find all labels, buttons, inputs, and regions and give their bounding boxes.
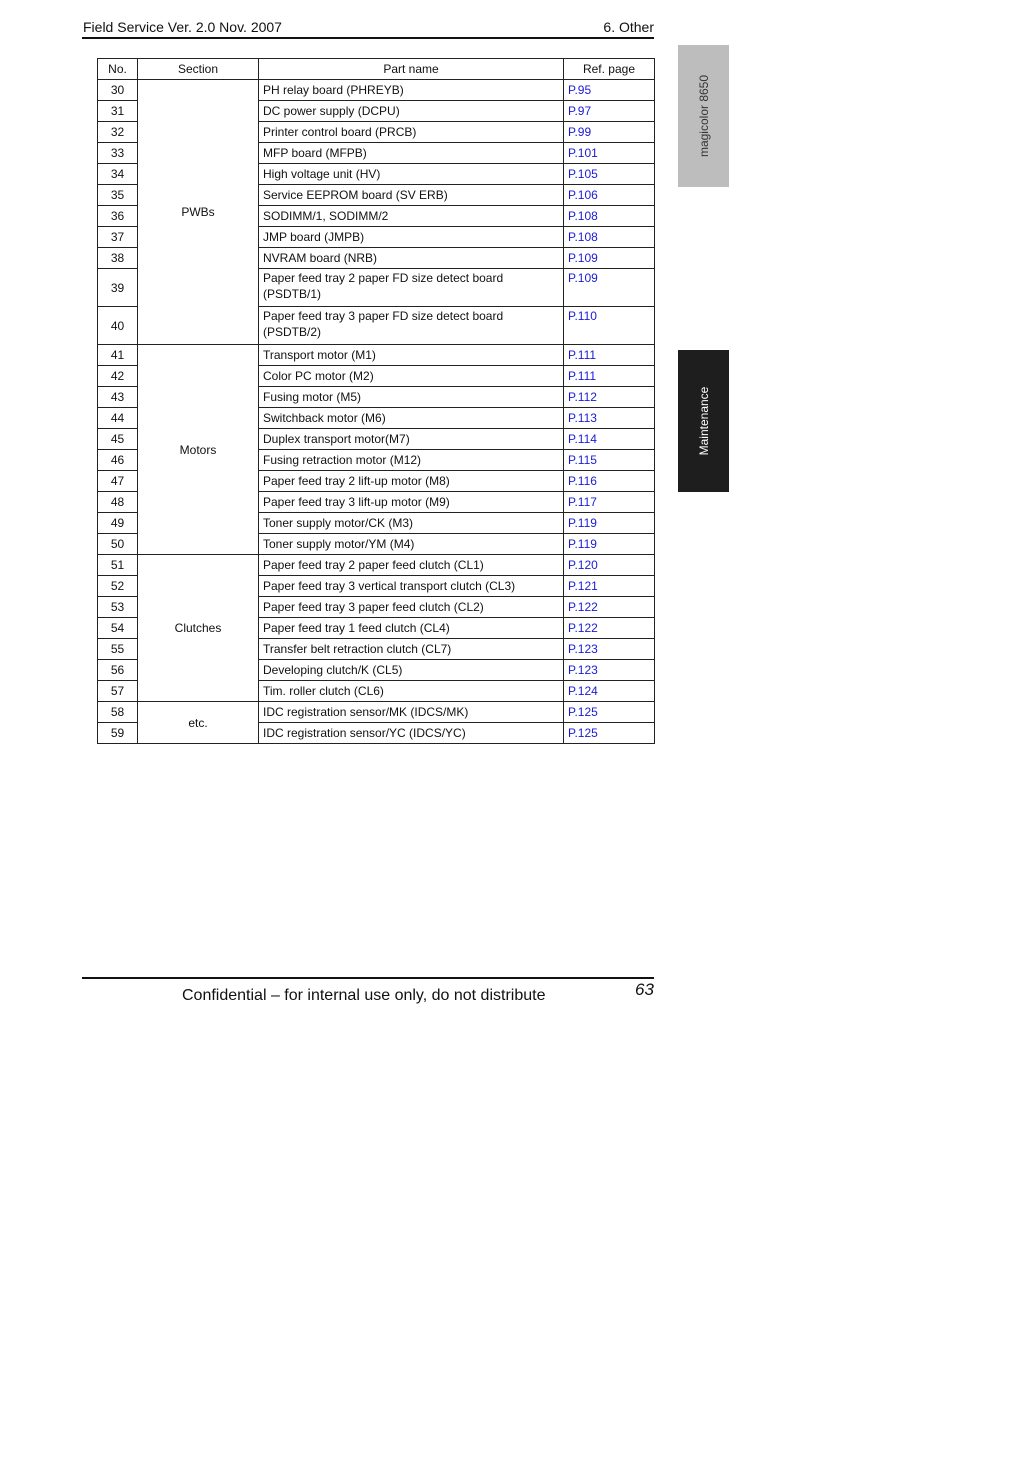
cell-no: 52	[98, 576, 138, 597]
cell-part-name: PH relay board (PHREYB)	[259, 80, 564, 101]
table-row	[98, 345, 655, 366]
cell-no: 35	[98, 185, 138, 206]
cell-no: 42	[98, 366, 138, 387]
cell-ref-page-link[interactable]: P.108	[564, 227, 655, 248]
col-header-ref-page: Ref. page	[564, 59, 655, 80]
cell-ref-page-link[interactable]: P.116	[564, 471, 655, 492]
cell-ref-page-link[interactable]: P.114	[564, 429, 655, 450]
cell-ref-page-link[interactable]: P.122	[564, 618, 655, 639]
cell-ref-page-link[interactable]: P.119	[564, 534, 655, 555]
cell-no: 46	[98, 450, 138, 471]
cell-ref-page-link[interactable]: P.120	[564, 555, 655, 576]
cell-no: 51	[98, 555, 138, 576]
cell-section: Clutches	[138, 555, 259, 702]
cell-part-name: Paper feed tray 2 lift-up motor (M8)	[259, 471, 564, 492]
cell-ref-page-link[interactable]: P.99	[564, 122, 655, 143]
cell-ref-page-link[interactable]: P.125	[564, 702, 655, 723]
cell-no: 36	[98, 206, 138, 227]
cell-no: 31	[98, 101, 138, 122]
cell-part-name: Toner supply motor/YM (M4)	[259, 534, 564, 555]
cell-ref-page-link[interactable]: P.108	[564, 206, 655, 227]
cell-part-name: Color PC motor (M2)	[259, 366, 564, 387]
cell-ref-page-link[interactable]: P.123	[564, 660, 655, 681]
cell-part-name: Printer control board (PRCB)	[259, 122, 564, 143]
cell-no: 32	[98, 122, 138, 143]
cell-part-name: Paper feed tray 3 paper FD size detect board (PSDTB/2)	[259, 307, 564, 345]
cell-part-name: High voltage unit (HV)	[259, 164, 564, 185]
cell-ref-page-link[interactable]: P.121	[564, 576, 655, 597]
cell-no: 34	[98, 164, 138, 185]
cell-part-name: Transport motor (M1)	[259, 345, 564, 366]
cell-no: 41	[98, 345, 138, 366]
cell-no: 37	[98, 227, 138, 248]
cell-part-name: Duplex transport motor(M7)	[259, 429, 564, 450]
cell-no: 30	[98, 80, 138, 101]
cell-part-name: Paper feed tray 2 paper FD size detect board (PSDTB/1)	[259, 269, 564, 307]
col-header-no: No.	[98, 59, 138, 80]
cell-part-name: Developing clutch/K (CL5)	[259, 660, 564, 681]
cell-part-name: Paper feed tray 3 vertical transport clutch (CL3)	[259, 576, 564, 597]
cell-no: 39	[98, 269, 138, 307]
cell-section: Motors	[138, 345, 259, 555]
cell-no: 47	[98, 471, 138, 492]
col-header-part-name: Part name	[259, 59, 564, 80]
cell-part-name: Tim. roller clutch (CL6)	[259, 681, 564, 702]
header-left: Field Service Ver. 2.0 Nov. 2007	[83, 19, 282, 35]
side-tab-model-label: magicolor 8650	[696, 74, 711, 158]
cell-ref-page-link[interactable]: P.109	[564, 269, 655, 307]
table-row	[98, 80, 655, 101]
cell-part-name: NVRAM board (NRB)	[259, 248, 564, 269]
cell-part-name: Toner supply motor/CK (M3)	[259, 513, 564, 534]
cell-part-name: IDC registration sensor/MK (IDCS/MK)	[259, 702, 564, 723]
footer-rule	[82, 977, 654, 979]
cell-ref-page-link[interactable]: P.117	[564, 492, 655, 513]
cell-part-name: Paper feed tray 3 paper feed clutch (CL2)	[259, 597, 564, 618]
cell-ref-page-link[interactable]: P.110	[564, 307, 655, 345]
cell-no: 54	[98, 618, 138, 639]
page-number: 63	[635, 980, 654, 999]
cell-ref-page-link[interactable]: P.115	[564, 450, 655, 471]
header-right: 6. Other	[603, 19, 654, 35]
table-row	[98, 702, 655, 723]
cell-no: 49	[98, 513, 138, 534]
cell-part-name: Paper feed tray 2 paper feed clutch (CL1)	[259, 555, 564, 576]
cell-no: 43	[98, 387, 138, 408]
cell-part-name: DC power supply (DCPU)	[259, 101, 564, 122]
cell-no: 58	[98, 702, 138, 723]
cell-ref-page-link[interactable]: P.111	[564, 345, 655, 366]
side-tab-chapter-label: Maintenance	[696, 386, 711, 456]
cell-no: 55	[98, 639, 138, 660]
cell-ref-page-link[interactable]: P.125	[564, 723, 655, 744]
cell-no: 48	[98, 492, 138, 513]
table-header-row	[98, 59, 655, 80]
cell-ref-page-link[interactable]: P.105	[564, 164, 655, 185]
cell-part-name: Service EEPROM board (SV ERB)	[259, 185, 564, 206]
cell-section: etc.	[138, 702, 259, 744]
cell-ref-page-link[interactable]: P.123	[564, 639, 655, 660]
cell-ref-page-link[interactable]: P.119	[564, 513, 655, 534]
cell-ref-page-link[interactable]: P.97	[564, 101, 655, 122]
cell-ref-page-link[interactable]: P.101	[564, 143, 655, 164]
cell-part-name: Fusing retraction motor (M12)	[259, 450, 564, 471]
side-tab-chapter	[678, 350, 729, 492]
cell-no: 40	[98, 307, 138, 345]
cell-part-name: Fusing motor (M5)	[259, 387, 564, 408]
cell-no: 38	[98, 248, 138, 269]
cell-no: 45	[98, 429, 138, 450]
cell-no: 53	[98, 597, 138, 618]
col-header-section: Section	[138, 59, 259, 80]
header-rule	[82, 37, 654, 39]
cell-part-name: IDC registration sensor/YC (IDCS/YC)	[259, 723, 564, 744]
cell-part-name: Transfer belt retraction clutch (CL7)	[259, 639, 564, 660]
cell-no: 44	[98, 408, 138, 429]
cell-ref-page-link[interactable]: P.109	[564, 248, 655, 269]
cell-ref-page-link[interactable]: P.111	[564, 366, 655, 387]
table-row	[98, 555, 655, 576]
cell-no: 59	[98, 723, 138, 744]
side-tab-model	[678, 45, 729, 187]
cell-ref-page-link[interactable]: P.124	[564, 681, 655, 702]
cell-ref-page-link[interactable]: P.106	[564, 185, 655, 206]
cell-no: 57	[98, 681, 138, 702]
cell-part-name: SODIMM/1, SODIMM/2	[259, 206, 564, 227]
parts-table	[97, 58, 655, 744]
cell-no: 56	[98, 660, 138, 681]
cell-ref-page-link[interactable]: P.112	[564, 387, 655, 408]
footer-text: Confidential – for internal use only, do not distribute	[182, 987, 546, 1004]
cell-part-name: JMP board (JMPB)	[259, 227, 564, 248]
cell-section: PWBs	[138, 80, 259, 345]
cell-no: 50	[98, 534, 138, 555]
cell-no: 33	[98, 143, 138, 164]
cell-ref-page-link[interactable]: P.113	[564, 408, 655, 429]
cell-ref-page-link[interactable]: P.95	[564, 80, 655, 101]
cell-part-name: MFP board (MFPB)	[259, 143, 564, 164]
cell-part-name: Switchback motor (M6)	[259, 408, 564, 429]
cell-part-name: Paper feed tray 3 lift-up motor (M9)	[259, 492, 564, 513]
cell-part-name: Paper feed tray 1 feed clutch (CL4)	[259, 618, 564, 639]
cell-ref-page-link[interactable]: P.122	[564, 597, 655, 618]
